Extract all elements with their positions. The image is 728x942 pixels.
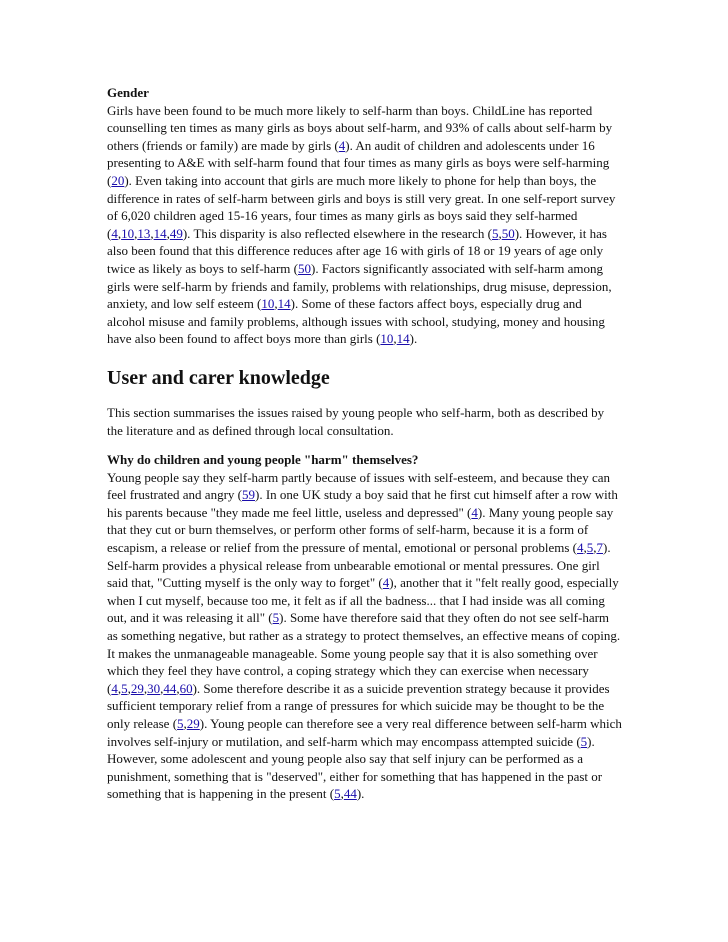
citation-link[interactable]: 5 [177, 716, 184, 731]
text-run: , [143, 680, 148, 696]
citation-link[interactable]: 5 [121, 680, 128, 696]
citation-link[interactable]: 4 [382, 575, 390, 591]
citation-link[interactable]: 20 [111, 172, 125, 188]
text-run: ). An audit of children and adolescents under 16 presenting to A&E with self-harm found that four times as many girls as boys were self-harming ( [107, 137, 610, 188]
citation-link[interactable]: 4 [111, 680, 118, 696]
citation-link[interactable]: 14 [396, 331, 410, 347]
text-run: ). Factors significantly associated with self-harm among girls were self-harm by friends and family, problems with relationships, drug misuse, depression, anxiety, and low self esteem ( [107, 260, 612, 312]
citation-link[interactable]: 29 [186, 716, 200, 731]
text-run: ). Some have therefore said that they often do not see self-harm as something negative, but rather as a strategy to protect themselves, an effective means of coping. It makes the unmanageable manageable. Some young people say that it is also something over which they feel they have control, a coping strategy which they can exercise when necessary ( [107, 610, 621, 696]
text-run: Young people say they self-harm partly because of issues with self-esteem, and because they can feel frustrated and angry ( [107, 469, 610, 503]
text-run: , [160, 680, 164, 696]
text-run: ), another that it "felt really good, especially when I cut myself, because too me, it felt as if all the badness... that I had inside was all coming out, and it was releasing it all" ( [107, 575, 619, 626]
citation-link[interactable]: 4 [471, 504, 478, 520]
why-paragraph [107, 469, 623, 803]
why-heading: Why do children and young people "harm" themselves? [107, 452, 419, 468]
citation-link[interactable]: 14 [153, 225, 167, 241]
text-run: , [183, 716, 187, 731]
text-run: ). [409, 331, 418, 347]
citation-link[interactable]: 14 [277, 296, 291, 312]
citation-link[interactable]: 5 [580, 733, 588, 749]
text-run: ). Some of these factors affect boys, especially drug and alcohol misuse and family problems, although issues with school, studying, money and housing have also been found to affect boys more than girls ( [107, 296, 605, 347]
text-run: Girls have been found to be much more likely to self-harm than boys. ChildLine has reported counselling ten times as many girls as boys about self-harm, and 93% of calls about self-harm by others (friends or family) are made by girls ( [107, 102, 613, 153]
text-run: , [166, 225, 170, 241]
text-run: ). However, some adolescent and young people also say that self injury can be performed as a punishment, something that is "deserved", either for something that has happened in the past or something that is happening in the present ( [107, 733, 603, 802]
text-run: ). In one UK study a boy said that he first cut himself after a row with his parents because "they made me feel little, useless and depressed" ( [107, 487, 618, 520]
section-title: User and carer knowledge [107, 366, 330, 389]
citation-link[interactable]: 49 [169, 225, 183, 241]
citation-link[interactable]: 10 [121, 225, 135, 241]
text-run: ). [356, 786, 365, 802]
document-page [107, 84, 623, 803]
citation-link[interactable]: 44 [343, 786, 357, 802]
text-run: , [117, 680, 122, 696]
text-run: ). Even taking into account that girls are much more likely to phone for help than boys, the difference in rates of self-harm between girls and boys is still very great. In one self-report survey of 6,020 children aged 15-16 years, four times as many girls as boys said they self-harmed ( [107, 172, 616, 241]
text-run: ). However, it has also been found that this difference reduces after age 16 with girls of 18 or 19 years of age only twice as likely as boys to self-harm ( [107, 225, 607, 276]
citation-link[interactable]: 50 [297, 260, 311, 276]
citation-link[interactable]: 29 [130, 680, 144, 696]
text-run: ). Some therefore describe it as a suicide prevention strategy because it provides sufficient temporary relief from a range of pressures for which suicide may be thought to be the only release ( [107, 680, 610, 731]
text-run: ). This disparity is also reflected elsewhere in the research ( [182, 225, 492, 241]
gender-heading: Gender [107, 85, 149, 100]
citation-link[interactable]: 59 [242, 487, 255, 503]
citation-link[interactable]: 4 [338, 137, 346, 153]
text-run: , [498, 225, 502, 241]
citation-link[interactable]: 5 [272, 610, 280, 626]
text-run: , [134, 225, 138, 241]
citation-link[interactable]: 4 [111, 225, 118, 241]
text-run: , [127, 680, 131, 696]
text-run: , [393, 331, 397, 347]
text-run: , [274, 296, 278, 312]
citation-link[interactable]: 10 [380, 331, 394, 347]
citation-link[interactable]: 50 [501, 225, 515, 241]
citation-link[interactable]: 5 [334, 786, 341, 802]
text-run: , [150, 225, 154, 241]
citation-link[interactable]: 5 [586, 540, 594, 556]
gender-paragraph [107, 102, 623, 348]
text-run: , [593, 540, 597, 556]
citation-link[interactable]: 44 [163, 680, 177, 696]
text-run: , [117, 225, 122, 241]
citation-link[interactable]: 4 [577, 540, 584, 556]
citation-link[interactable]: 10 [261, 296, 275, 312]
text-run: , [340, 786, 344, 802]
text-run: , [176, 680, 180, 696]
citation-link[interactable]: 13 [137, 225, 151, 241]
text-run: ). Young people can therefore see a very real difference between self-harm which involves self-injury or mutilation, and self-harm which may encompass attempted suicide ( [107, 716, 622, 749]
citation-link[interactable]: 5 [491, 225, 499, 241]
text-run: ). Many young people say that they cut or burn themselves, or perform other forms of self-harm, because it is a form of escapism, a release or relief from the pressure of mental, emotional or personal problems ( [107, 504, 614, 556]
citation-link[interactable]: 60 [179, 680, 193, 696]
citation-link[interactable]: 7 [596, 540, 603, 556]
text-run: ). Self-harm provides a physical release from unbearable emotional or mental pressures. One girl said that, "Cutting myself is the only way to forget" ( [107, 540, 611, 591]
citation-link[interactable]: 30 [147, 680, 161, 696]
section-intro: This section summarises the issues raised by young people who self-harm, both as described by the literature and as defined through local consultation. [107, 404, 605, 438]
text-run: , [583, 540, 587, 556]
